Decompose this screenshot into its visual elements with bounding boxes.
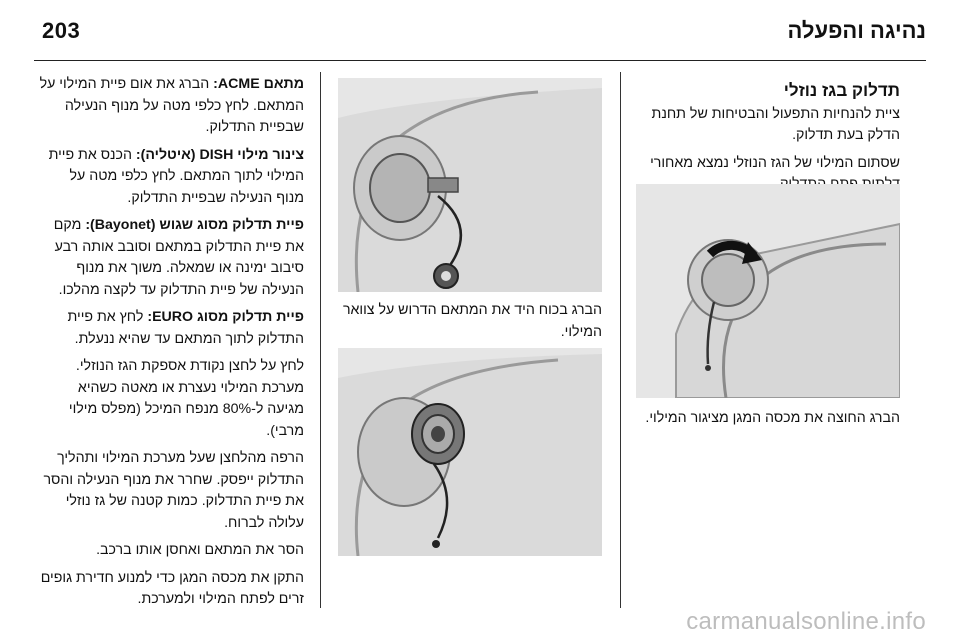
column-divider-left [320,72,321,608]
column-left [38,74,304,617]
adapter-dish: צינור מילוי DISH (איטליה): הכנס את פיית המילוי לתוך המתאם. לחץ כלפי מטה על מנוף הנעילה שבפיית התדלוק. [48,146,304,206]
adapter-euro: פיית תדלוק מסוג EURO: לחץ את פיית התדלוק לתוך המתאם עד שהיא ננעלת. [67,309,304,347]
paragraph-remove-adapter: הסר את המתאם ואחסן אותו ברכב. [96,542,304,558]
figure-caption-screw-adapter: הברג בכוח היד את המתאם הדרוש על צוואר המילוי. [342,302,602,340]
paragraph-safety: ציית להנחיות התפעול והבטיחות של תחנת הדלק בעת תדלוק. [651,105,900,143]
section-title: נהיגה והפעלה [787,18,926,43]
caption-middle [338,300,602,349]
watermark: carmanualsonline.info [686,608,926,635]
header-rule [34,60,926,61]
column-divider-right [620,72,621,608]
figure-adapter-fitted [338,348,602,556]
figure-adapter-tether [338,78,602,292]
paragraph-fit-cap: התקן את מכסה המגן כדי למנוע חדירת גופים זרים לפתח המילוי ולמערכת. [40,569,304,607]
paragraph-press-button: לחץ על לחצן נקודת אספקת הגז הנוזלי. מערכת המילוי נעצרת או מאטה כשהיא מגיעה ל-80% מנפח המיכל (מפלס מילוי מרבי). [68,358,304,439]
paragraph-release-button: הרפה מהלחצן שעל מערכת המילוי ותהליך התדלוק ייפסק. שחרר את מנוף הנעילה והסר את פיית התדלוק. כמות קטנה של גז נוזלי עלולה לברוח. [43,450,304,531]
caption-right [636,408,900,436]
page-number: 203 [42,18,81,43]
figure-remove-cap [636,184,900,398]
adapter-acme: מתאם ACME: הברג את אום פיית המילוי על המתאם. לחץ כלפי מטה על מנוף הנעילה שבפיית התדלוק. [39,76,304,135]
figure-caption-remove-cap: הברג החוצה את מכסה המגן מציגור המילוי. [645,410,900,426]
column-right [636,76,900,202]
page-header [0,0,960,62]
adapter-bayonet: פיית תדלוק מסוג שגוש (Bayonet): מקם את פיית התדלוק במתאם וסובב אותה רבע סיבוב ימינה או שמאלה. משוך את מנוף הנעילה של פיית התדלוק עד לקצה מהלכו. [53,217,304,298]
subsection-heading: תדלוק בגז נוזלי [783,81,900,100]
paragraph-valve-location: שסתום המילוי של הגז הנוזלי נמצא מאחורי [650,154,900,171]
